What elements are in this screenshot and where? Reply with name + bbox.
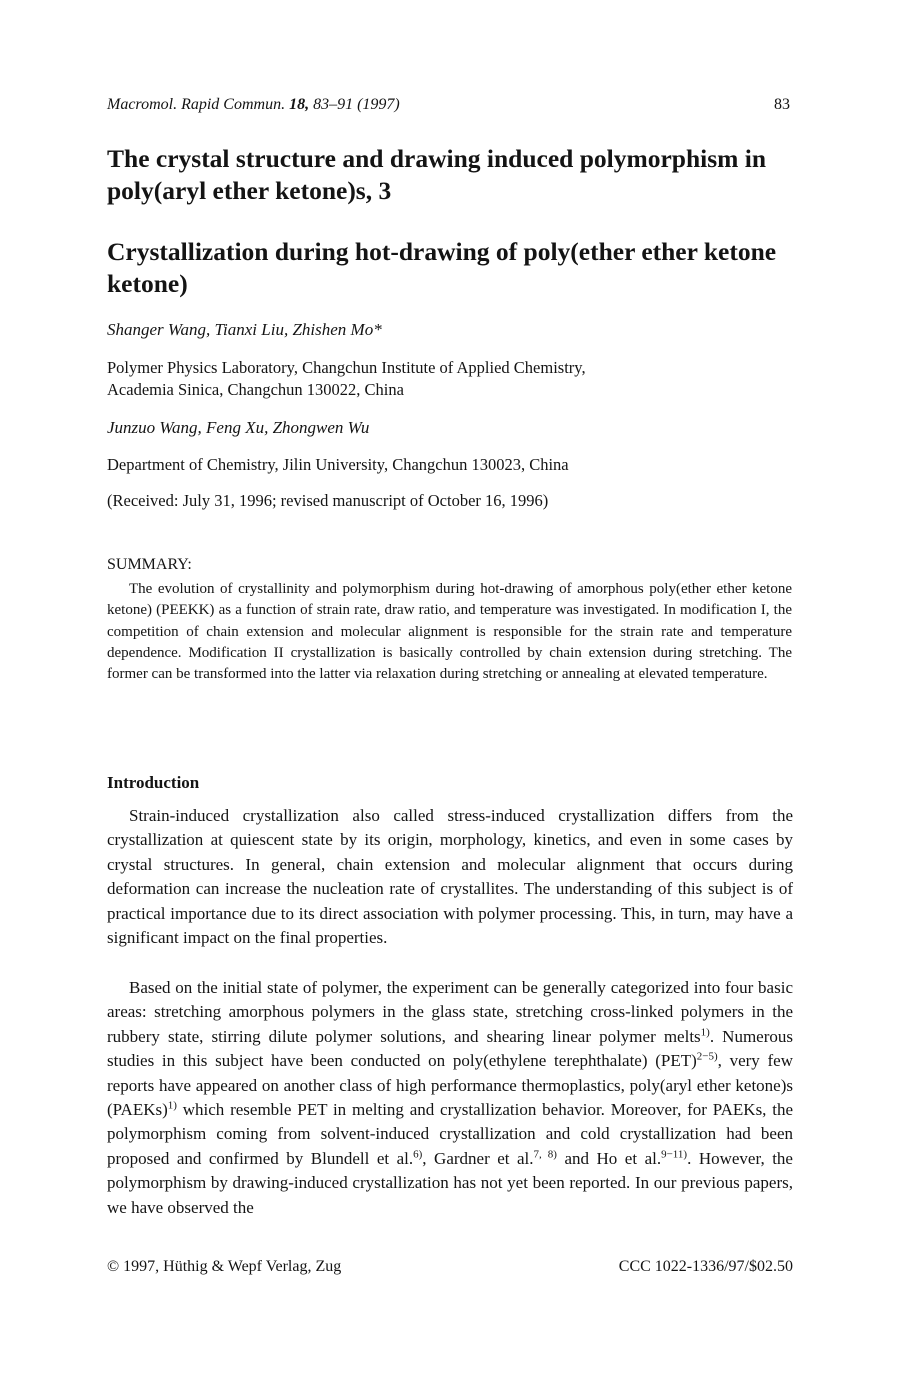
- introduction-heading: Introduction: [107, 773, 200, 792]
- authors-group-2: Junzuo Wang, Feng Xu, Zhongwen Wu: [107, 418, 370, 437]
- affiliation-1-line-2: Academia Sinica, Changchun 130022, China: [107, 380, 404, 399]
- p2-text-a: Based on the initial state of polymer, the experiment can be generally categorized into four basic areas: stretching amorphous polymers in the glass state, stretching cross-linked polymers in the rubbery state, stirring dilute polymer solutions, and shearing linear polymer melts: [107, 978, 793, 1046]
- p2-text-c: , very few reports have appeared on another class of high performance thermoplastics, poly(aryl ether ketone)s (PAEKs): [107, 1051, 793, 1120]
- page-number: 83: [774, 96, 790, 113]
- reference-2-5: 2−5): [696, 1050, 718, 1063]
- copyright-notice: © 1997, Hüthig & Wepf Verlag, Zug: [107, 1258, 342, 1275]
- reference-7-8: 7, 8): [533, 1148, 557, 1161]
- article-subtitle: Crystallization during hot-drawing of poly(ether ether ketone ketone): [107, 237, 777, 298]
- ccc-code: CCC 1022-1336/97/$02.50: [618, 1258, 793, 1275]
- reference-1: 1): [700, 1026, 710, 1039]
- summary-heading: SUMMARY:: [107, 556, 192, 573]
- p2-text-e: , Gardner et al.: [422, 1148, 534, 1168]
- received-dates: (Received: July 31, 1996; revised manuscript of October 16, 1996): [107, 491, 549, 510]
- article-title: The crystal structure and drawing induced polymorphism in poly(aryl ether ketone)s, 3: [107, 144, 767, 205]
- affiliation-2: Department of Chemistry, Jilin University, Changchun 130023, China: [107, 455, 569, 474]
- summary-text: The evolution of crystallinity and polymorphism during hot-drawing of amorphous poly(ether ether ketone ketone) (PEEKK) as a function of strain rate, draw ratio, and temperature was investigated. In modification I, the competition of chain extension and molecular alignment is responsible for the strain rate and temperature dependence. Modification II crystallization is basically controlled by chain extension during stretching. The former can be transformed into the latter via relaxation during stretching or annealing at elevated temperature.: [107, 581, 792, 683]
- introduction-paragraph-2: [107, 976, 793, 1220]
- reference-9-11: 9−11): [661, 1148, 688, 1161]
- p2-text-f: and Ho et al.: [556, 1148, 662, 1168]
- reference-6: 6): [413, 1148, 423, 1161]
- journal-pages-year: 83–91 (1997): [313, 96, 400, 113]
- journal-volume: 18,: [289, 96, 310, 113]
- affiliation-1-line-1: Polymer Physics Laboratory, Changchun Institute of Applied Chemistry,: [107, 358, 586, 377]
- introduction-paragraph-1: Strain-induced crystallization also called stress-induced crystallization differs from the crystallization at quiescent state by its origin, morphology, kinetics, and even in some cases by crystal structures. In general, chain extension and molecular alignment that occurs during deformation can increase the nucleation rate of crystallites. The understanding of this subject is of practical importance due to its direct association with polymer processing. This, in turn, may have a significant impact on the final properties.: [107, 806, 793, 948]
- affiliation-1: [107, 357, 797, 401]
- p2-text-d: which resemble PET in melting and crystallization behavior. Moreover, for PAEKs, the polymorphism coming from solvent-induced crystallization and cold crystallization had been proposed and confirmed by Blundell et al.: [107, 1100, 793, 1168]
- journal-name: Macromol. Rapid Commun.: [107, 96, 286, 113]
- authors-group-1: Shanger Wang, Tianxi Liu, Zhishen Mo*: [107, 320, 382, 339]
- journal-citation: [107, 96, 400, 114]
- p2-text-b: . Numerous studies in this subject have been conducted on poly(ethylene terephthalate) (PET): [107, 1026, 793, 1071]
- reference-1b: 1): [167, 1099, 177, 1112]
- p2-text-g: . However, the polymorphism by drawing-induced crystallization has not yet been reported. In our previous papers, we have observed the: [107, 1148, 793, 1217]
